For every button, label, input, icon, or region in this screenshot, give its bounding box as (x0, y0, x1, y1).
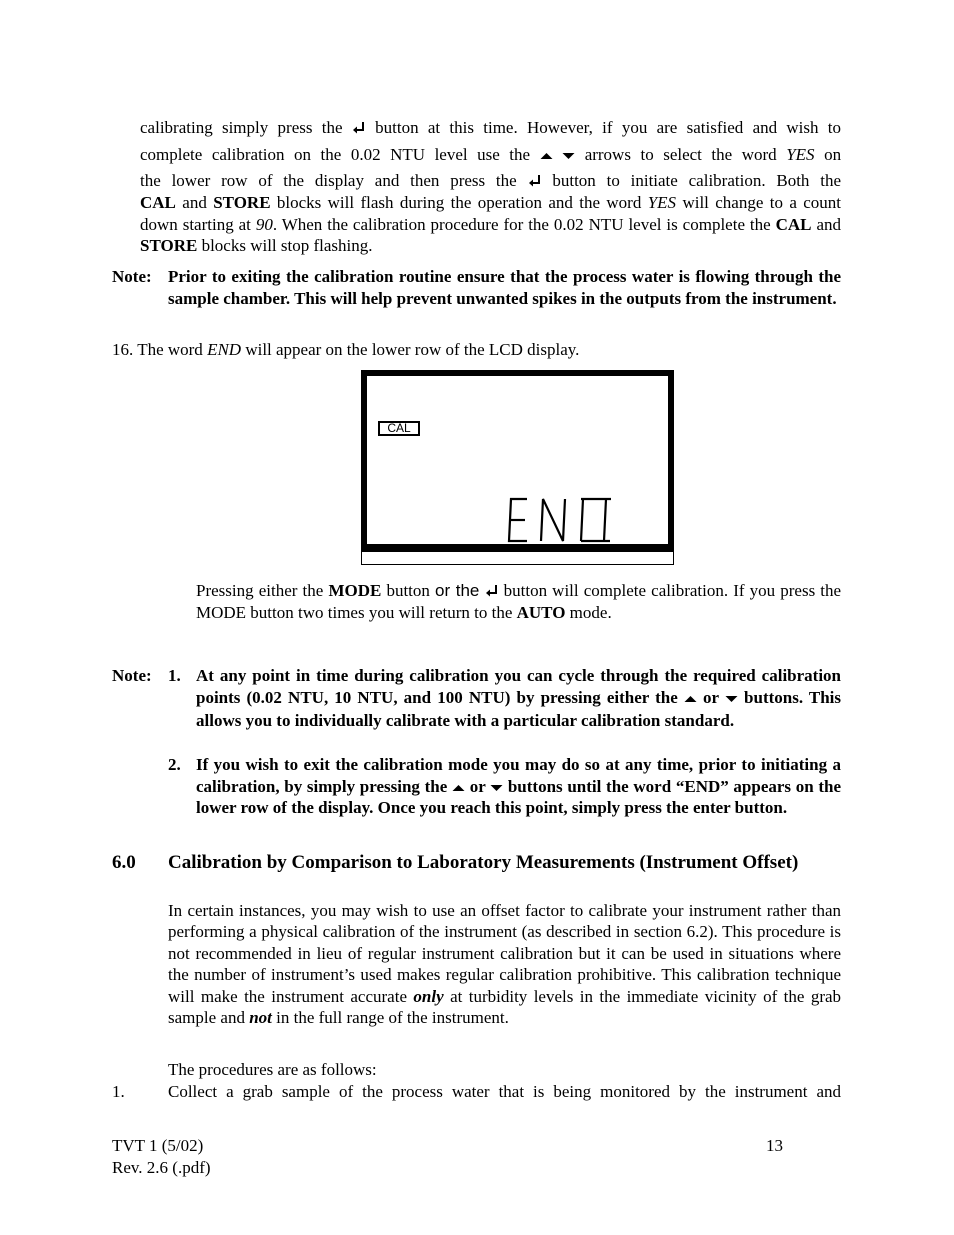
text-run: or (703, 688, 719, 708)
text-run: the lower row of the display and then press the (140, 171, 517, 190)
text-run: button to initiate calibration. Both the (552, 171, 842, 190)
footer-revision: Rev. 2.6 (.pdf) (112, 1158, 211, 1177)
lcd-display (361, 370, 674, 565)
note-text: Prior to exiting the calibration routine ensure that the process water is flowing through the sample chamber. This will help prevent unwanted spikes in the outputs from the instrument. (168, 267, 841, 308)
step-16 (112, 339, 852, 361)
footer-doc-id: TVT 1 (5/02) (112, 1136, 204, 1155)
pressing-paragraph (196, 580, 841, 624)
down-arrow-icon (490, 784, 503, 794)
note-item-number: 2. (168, 755, 181, 774)
text-run: In certain instances, you may wish to use an offset factor to calibrate your instrument rather than performing a physical calibration of the instrument (as described in section 6.2). This procedure is not recommended in lieu of regular instrument calibration but it can be used in situations where the number of instrument’s used makes regular calibration prohibitive. This calibration technique will make the instrument accurate (168, 901, 841, 1006)
text-run: button (386, 581, 430, 600)
enter-key-icon (485, 584, 499, 598)
text-run: At any point in time during calibration you can cycle through the required calibration points (0.02 NTU, 10 NTU, and 100 NTU) by pressing either the (196, 666, 841, 708)
text-run: or the (435, 581, 480, 600)
text-run: 90 (255, 214, 273, 234)
text-run: YES (647, 193, 677, 212)
lcd-base (361, 552, 674, 565)
text-run: MODE (328, 581, 382, 600)
text-run: blocks will flash during the operation and the word (276, 193, 642, 212)
note-item-2 (196, 754, 841, 819)
text-run: only (413, 986, 444, 1006)
procedures-intro: The procedures are as follows: (168, 1060, 377, 1079)
section-number: 6.0 (112, 852, 136, 873)
text-run: not (249, 1008, 272, 1028)
text-run: buttons. This allows you to individually calibrate with a particular calibration standard. (196, 688, 842, 730)
text-run: arrows to select the word (584, 145, 777, 164)
text-run: complete calibration on the 0.02 NTU level use the (140, 145, 531, 164)
note-item-number: 1. (168, 666, 181, 685)
text-run: buttons until the word “END” appears on the lower row of the display. Once you reach this point, simply press the enter button. (196, 776, 842, 818)
cal-indicator: CAL (378, 421, 420, 436)
text-run: in the full range of the instrument. (276, 1008, 509, 1028)
text-run: button at this time. However, if you are satisfied and wish to (375, 118, 842, 137)
up-arrow-icon (540, 152, 553, 162)
down-arrow-icon (562, 152, 575, 162)
text-run: Pressing either the (196, 581, 324, 600)
text-run: will change to a count down starting at (140, 193, 842, 234)
lcd-readout-end (503, 493, 613, 553)
text-run: . When the calibration procedure for the 0.02 NTU level is complete the (272, 214, 771, 234)
text-run: or (469, 776, 486, 796)
text-run: will appear on the lower row of the LCD display. (245, 340, 580, 359)
text-run: button will complete calibration. If you press the MODE button two times you will return to the (196, 581, 842, 622)
text-run: blocks will stop flashing. (201, 236, 373, 256)
note-item-1 (196, 665, 841, 732)
text-run: 16. The word (112, 340, 203, 359)
text-run: at turbidity levels in the immediate vicinity of the grab sample and (168, 986, 842, 1028)
enter-key-icon (528, 174, 542, 188)
text-run: on (824, 145, 842, 164)
procedure-step-number: 1. (112, 1082, 125, 1101)
up-arrow-icon (684, 695, 697, 705)
text-run: CAL (140, 193, 176, 212)
text-run: and (182, 193, 207, 212)
text-run: STORE (140, 236, 198, 256)
down-arrow-icon (725, 695, 738, 705)
up-arrow-icon (452, 784, 465, 794)
note-label: Note: (112, 267, 152, 286)
text-run: STORE (213, 193, 271, 212)
note-label: Note: (112, 666, 152, 685)
text-run: Collect a grab sample of the process water that is being monitored by the instrument and (168, 1082, 841, 1101)
text-run: END (207, 340, 242, 359)
section-paragraph (168, 900, 841, 1028)
enter-key-icon (352, 121, 366, 135)
page-number: 13 (766, 1136, 783, 1155)
text-run: CAL (775, 214, 812, 234)
lcd-screen (361, 370, 674, 552)
text-run: and (816, 214, 842, 234)
text-run: YES (786, 145, 815, 164)
text-run: AUTO (516, 603, 566, 622)
procedure-step-1 (168, 1081, 841, 1103)
text-run: calibrating simply press the (140, 118, 343, 137)
text-run: If you wish to exit the calibration mode you may do so at any time, prior to initiating a calibration, by simply pressing the (196, 755, 841, 796)
continuation-paragraph (140, 116, 841, 257)
section-heading: Calibration by Comparison to Laboratory Measurements (Instrument Offset) (168, 852, 799, 873)
text-run: mode. (569, 603, 612, 622)
